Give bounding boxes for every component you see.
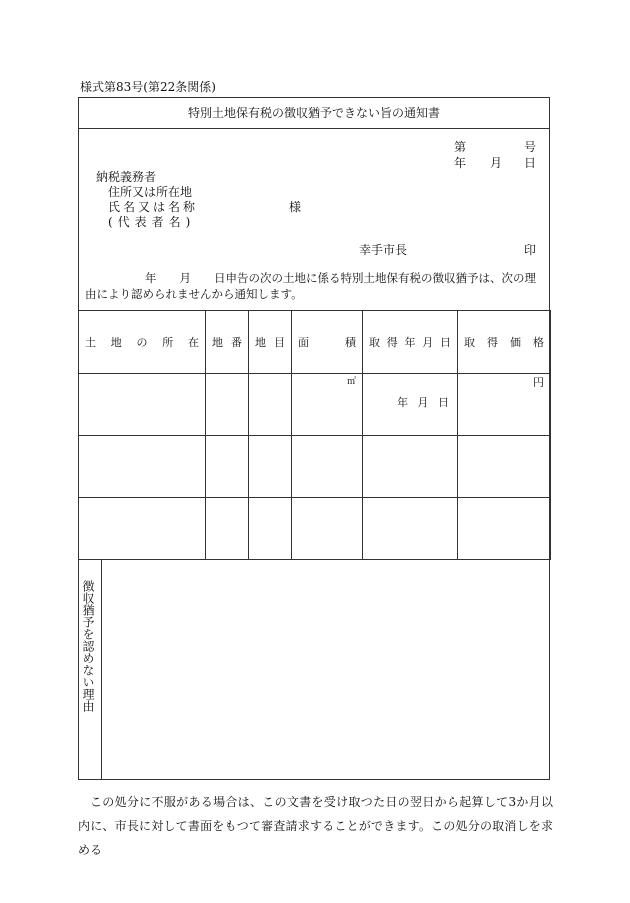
header-char: 積: [345, 336, 356, 349]
table-row: [79, 498, 551, 560]
issuer-title: 幸手市長: [359, 243, 408, 257]
header-char: 土: [85, 336, 96, 349]
header-char: 目: [274, 336, 285, 349]
header-lot-number: [206, 311, 249, 374]
header-char: 月: [422, 336, 434, 349]
taxpayer-label: 納税義務者: [96, 170, 157, 184]
footer-notice: この処分に不服がある場合は、この文書を受け取つた日の翌日から起算して3か月以内に、市長に対して書面をもつて審査請求することができます。この処分の取消しを求める: [78, 795, 553, 857]
header-char: 所: [162, 336, 174, 349]
header-land-category: [249, 311, 292, 374]
header-char: 年: [404, 336, 416, 349]
doc-number-suffix: 号: [524, 140, 537, 154]
area-unit: ㎡: [346, 377, 356, 387]
header-char: 取: [464, 336, 475, 349]
header-char: の: [136, 336, 148, 349]
header-char: 得: [386, 336, 398, 349]
form-title: 特別土地保有税の徴収猶予できない旨の通知書: [79, 98, 549, 129]
header-char: 価: [510, 336, 521, 349]
table-row: [79, 436, 551, 498]
reason-label: 徴収猶予を認めない理由: [81, 580, 95, 712]
notice-body: 年 月 日申告の次の土地に係る特別土地保有税の徴収猶予は、次の理由により認められませんから通知します。: [85, 271, 536, 301]
price-unit: 円: [533, 376, 544, 389]
acquisition-date-placeholder: 年 月 日: [397, 396, 449, 409]
table-row: [79, 374, 551, 436]
header-location: [79, 311, 206, 374]
header-char: 地: [110, 336, 122, 349]
notice-form: [78, 97, 550, 780]
land-table: [78, 310, 551, 560]
header-area: [292, 311, 363, 374]
header-char: 格: [533, 336, 544, 349]
doc-number-prefix: 第: [454, 140, 467, 154]
representative-label: (代表者名): [108, 215, 196, 229]
honorific: 様: [289, 200, 302, 214]
header-char: 取: [369, 336, 380, 349]
date-day: 日: [524, 156, 537, 170]
header-char: 得: [487, 336, 498, 349]
header-acquisition-price: [458, 311, 551, 374]
table-header-row: [79, 311, 551, 374]
header-char: 地: [212, 336, 223, 349]
taxpayer-name-label: 氏名又は名称: [108, 200, 199, 214]
date-month: 月: [490, 156, 503, 170]
header-char: 地: [255, 336, 266, 349]
header-char: 番: [231, 336, 242, 349]
header-acquisition-date: [363, 311, 458, 374]
header-char: 日: [440, 336, 451, 349]
reason-label-cell: [79, 560, 102, 780]
form-number: 様式第83号(第22条関係): [80, 80, 216, 94]
header-char: 面: [298, 336, 309, 349]
taxpayer-address-label: 住所又は所在地: [108, 185, 193, 199]
date-year: 年: [454, 156, 467, 170]
header-char: 在: [188, 336, 199, 349]
issuer-seal: 印: [524, 243, 537, 257]
